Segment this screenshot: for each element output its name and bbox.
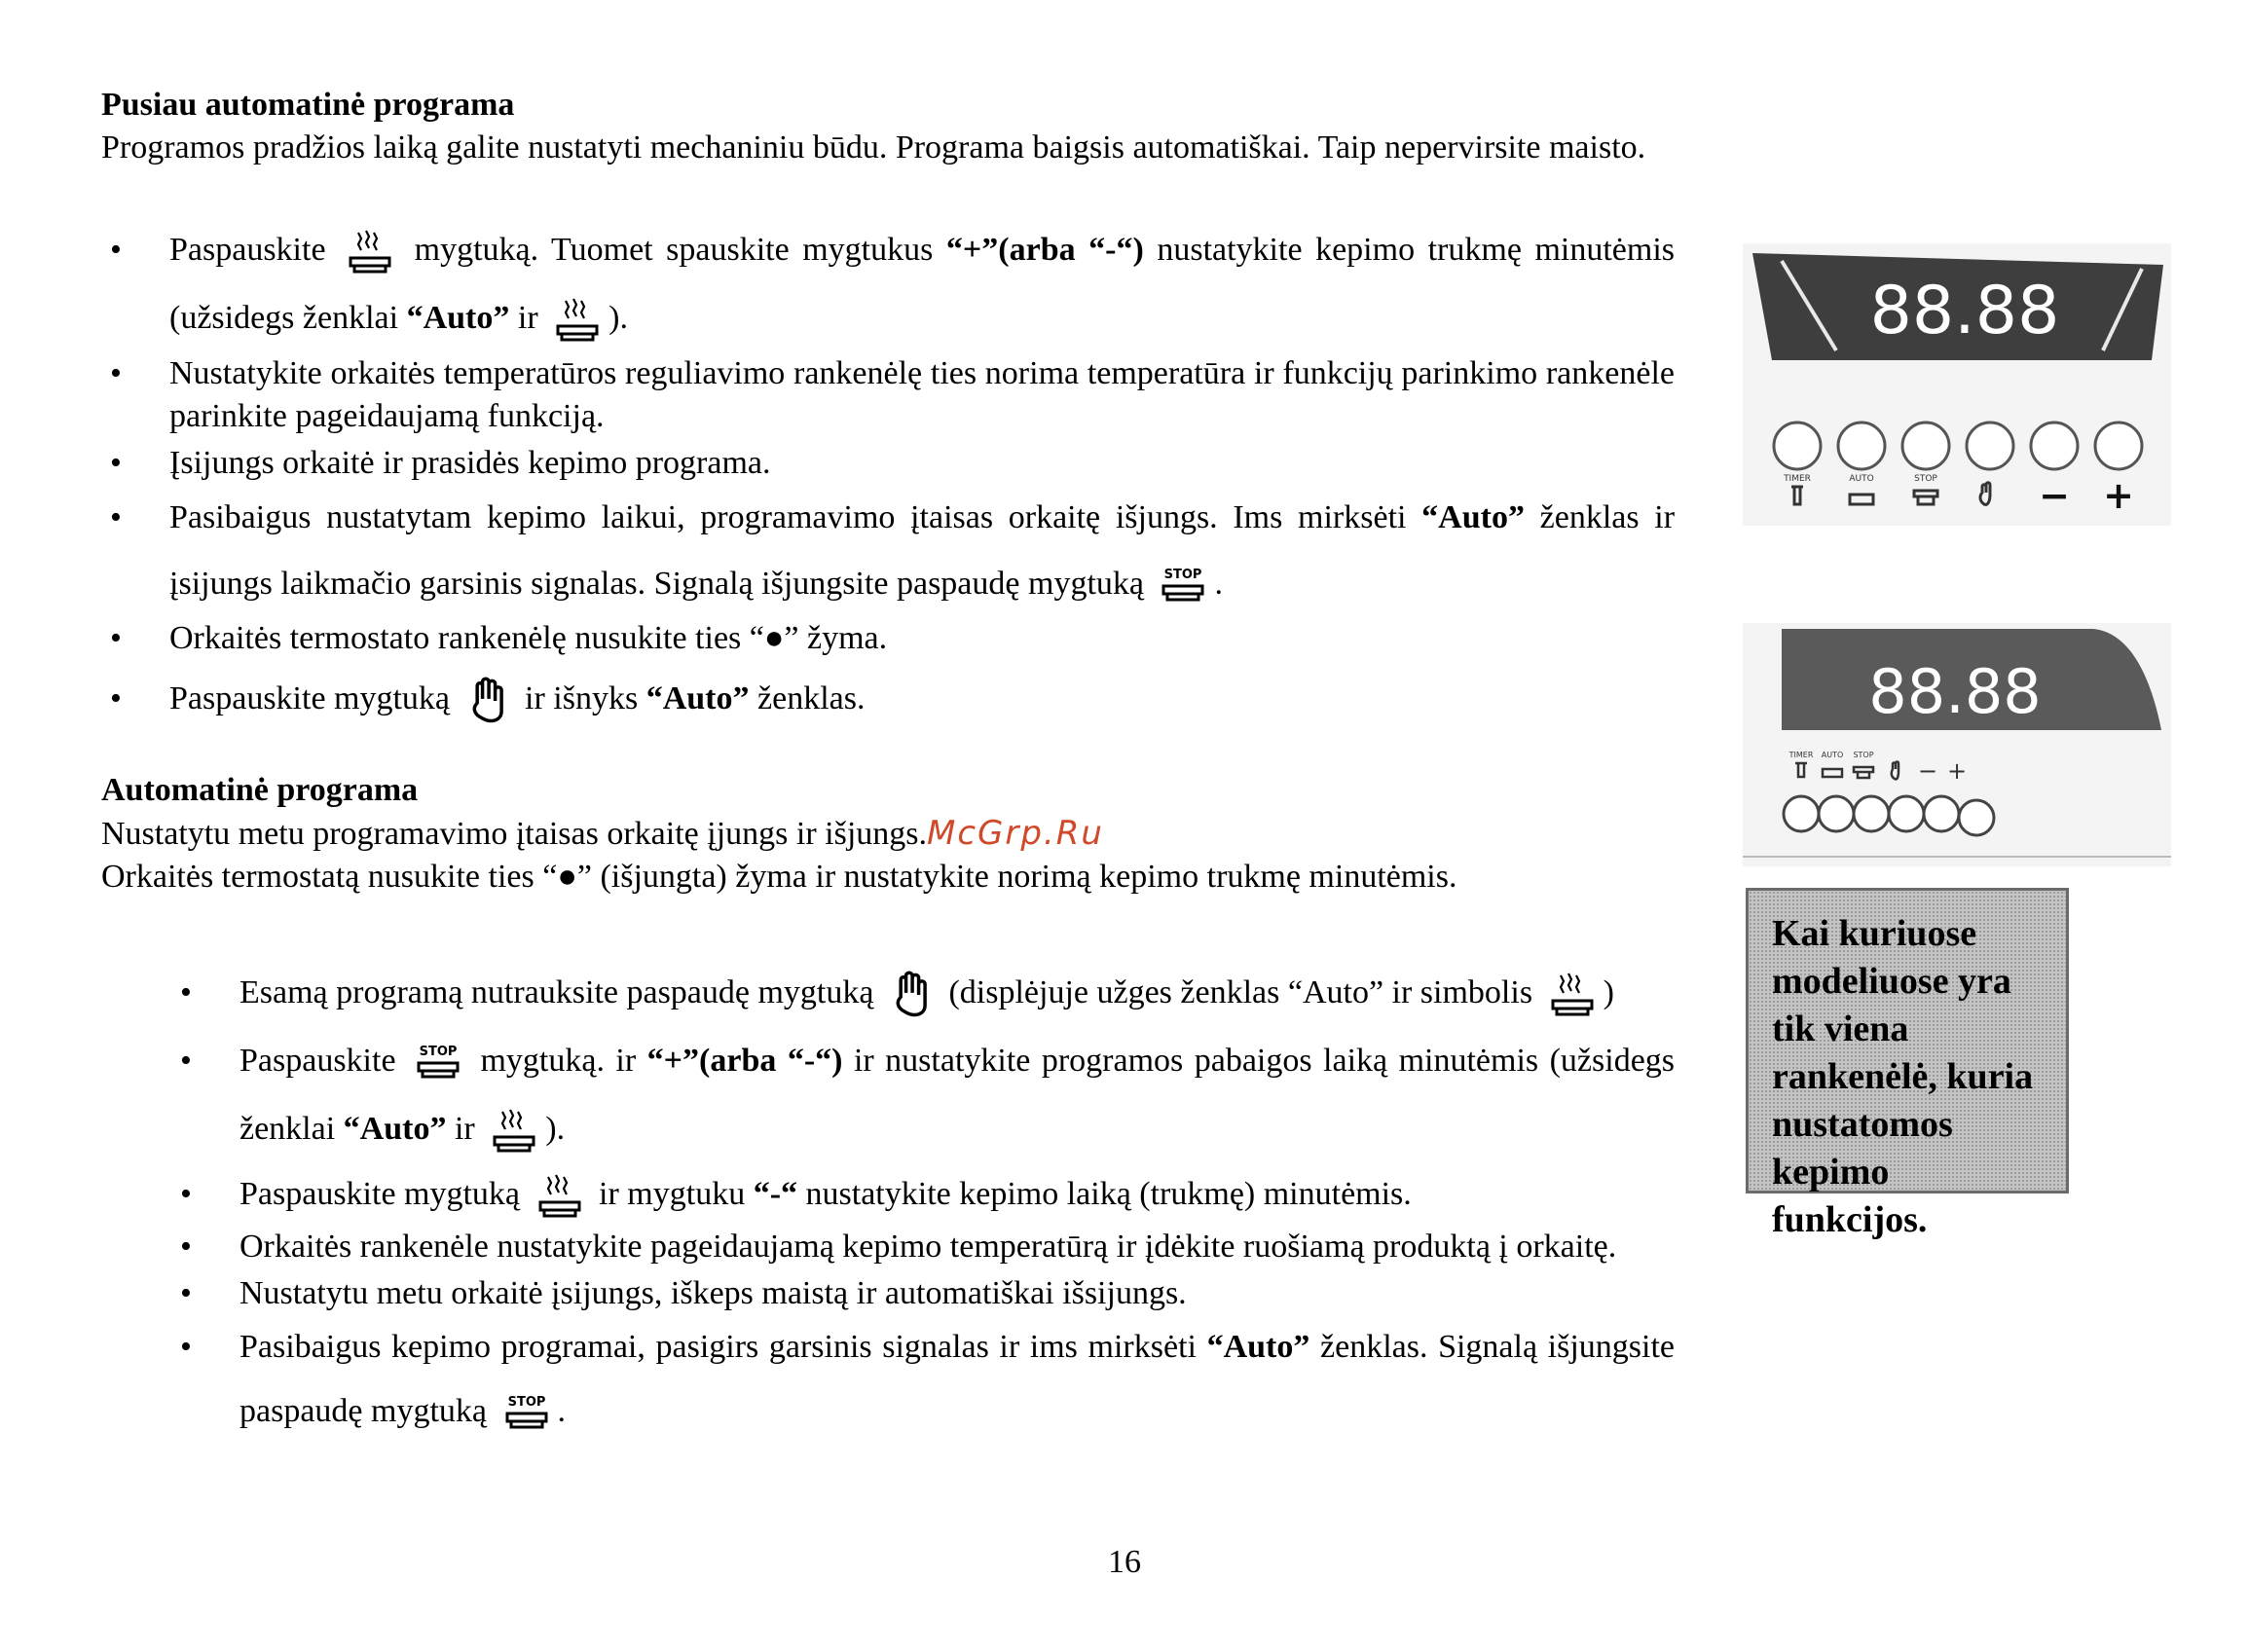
bullet: • [180, 1176, 192, 1212]
bullet: • [110, 232, 122, 268]
auto-icon [536, 1173, 583, 1220]
timer-label: TIMER [1788, 751, 1814, 759]
minus-sign: − [2039, 474, 2070, 517]
auto-icon [554, 297, 601, 344]
auto-button [1819, 796, 1854, 831]
bullet: • [180, 1329, 192, 1365]
manual-button [1889, 796, 1924, 831]
stop-icon [1160, 567, 1206, 606]
list-item: • Paspauskite mygtuką. Tuomet spauskite mygtukus “+”(arba “-“) nustatykite kepimo trukmę minutėmis (užsidegs ženklai “Auto” ir ). [101, 216, 1675, 352]
page-number: 16 [1108, 1544, 1141, 1580]
list-item: • Nustatytu metu orkaitė įsijungs, iškeps maistą ir automatiškai išsijungs. [171, 1272, 1675, 1315]
list-item: • Pasibaigus kepimo programai, pasigirs garsinis signalas ir ims mirksėti “Auto” ženklas. Signalą išjungsite paspaudę mygtuką . [171, 1315, 1675, 1444]
bullet-list [101, 216, 1675, 738]
auto-button [1838, 422, 1885, 469]
list-item: • Paspauskite mygtuką ir išnyks “Auto” ženklas. [101, 660, 1675, 738]
note-box: Kai kuriuose modeliuose yra tik viena rankenėlė, kuria nustatomos kepimo funkcijos. [1746, 888, 2069, 1193]
bullet-list [171, 959, 1675, 1444]
bullet: • [110, 620, 122, 656]
stop-button [1902, 422, 1949, 469]
plus-button [2095, 422, 2142, 469]
list-item: • Pasibaigus nustatytam kepimo laikui, programavimo įtaisas orkaitę išjungs. Ims mirksėti “Auto” ženklas ir įsijungs laikmačio garsinis signalas. Signalą išjungsite paspaudę mygtuką . [101, 485, 1675, 617]
section-title: Pusiau automatinė programa [101, 87, 515, 123]
hand-icon [890, 970, 933, 1020]
display-readout: 88.88 [1869, 273, 2060, 349]
bullet: • [110, 680, 122, 716]
auto-label: AUTO [1821, 751, 1844, 759]
paragraph: Programos pradžios laiką galite nustatyti mechaniniu būdu. Programa baigsis automatiškai. Taip nepervirsite maisto. [101, 129, 1646, 165]
auto-label: AUTO [1849, 474, 1874, 484]
minus-button [1924, 796, 1959, 831]
list-item: • Esamą programą nutrauksite paspaudę mygtuką (displėjuje užges ženklas “Auto” ir simbolis ) [171, 959, 1675, 1027]
bullet: • [110, 355, 122, 391]
paragraph: Orkaitės termostatą nusukite ties “●” (išjungta) žyma ir nustatykite norimą kepimo trukmę minutėmis. [101, 859, 1457, 895]
auto-icon [347, 229, 393, 275]
display-readout: 88.88 [1868, 656, 2042, 727]
stop-label: STOP [1914, 474, 1937, 484]
list-item: • Paspauskite mygtuką. ir “+”(arba “-“) ir nustatykite programos pabaigos laiką minutėmis (užsidegs ženklai “Auto” ir ). [171, 1027, 1675, 1163]
bullet: • [180, 1275, 192, 1311]
section-auto [101, 769, 1675, 899]
timer-label: TIMER [1784, 474, 1811, 484]
stop-label: STOP [1853, 751, 1874, 759]
stop-icon [503, 1394, 550, 1433]
list-item: • Orkaitės termostato rankenėlę nusukite ties “●” žyma. [101, 617, 1675, 660]
plus-sign: + [1946, 757, 1968, 785]
list-item: • Įsijungs orkaitė ir prasidės kepimo programa. [101, 442, 1675, 485]
plus-sign: + [2103, 474, 2134, 517]
list-item: • Paspauskite mygtuką ir mygtuku “-“ nustatykite kepimo laiką (trukmę) minutėmis. [171, 1163, 1675, 1226]
auto-icon [491, 1108, 537, 1155]
minus-button [2031, 422, 2078, 469]
list-item: • Orkaitės rankenėle nustatykite pageidaujamą kepimo temperatūrą ir įdėkite ruošiamą produktą į orkaitę. [171, 1226, 1675, 1268]
control-panel-illustration-bottom [1743, 623, 2171, 866]
bullet: • [180, 974, 192, 1010]
timer-button [1784, 796, 1819, 831]
stop-icon [415, 1044, 461, 1083]
bullet: • [180, 1229, 192, 1265]
auto-icon [1549, 972, 1596, 1018]
minus-sign: − [1917, 757, 1938, 785]
timer-button [1774, 422, 1821, 469]
control-panel-illustration-top [1743, 243, 2171, 526]
list-item: • Nustatykite orkaitės temperatūros reguliavimo rankenėlę ties norima temperatūra ir funkcijų parinkimo rankenėle parinkite pageidaujamą funkciją. [101, 352, 1675, 438]
bullet: • [180, 1043, 192, 1079]
manual-button [1967, 422, 2013, 469]
section-title: Automatinė programa [101, 772, 419, 808]
stop-button [1854, 796, 1889, 831]
plus-button [1959, 800, 1994, 835]
bullet: • [110, 499, 122, 535]
hand-icon [466, 676, 509, 726]
watermark: McGrp.Ru [927, 814, 1104, 853]
section-semi-auto [101, 84, 1675, 169]
paragraph: Nustatytu metu programavimo įtaisas orkaitę įjungs ir išjungs.McGrp.Ru [101, 814, 1104, 853]
bullet: • [110, 445, 122, 481]
